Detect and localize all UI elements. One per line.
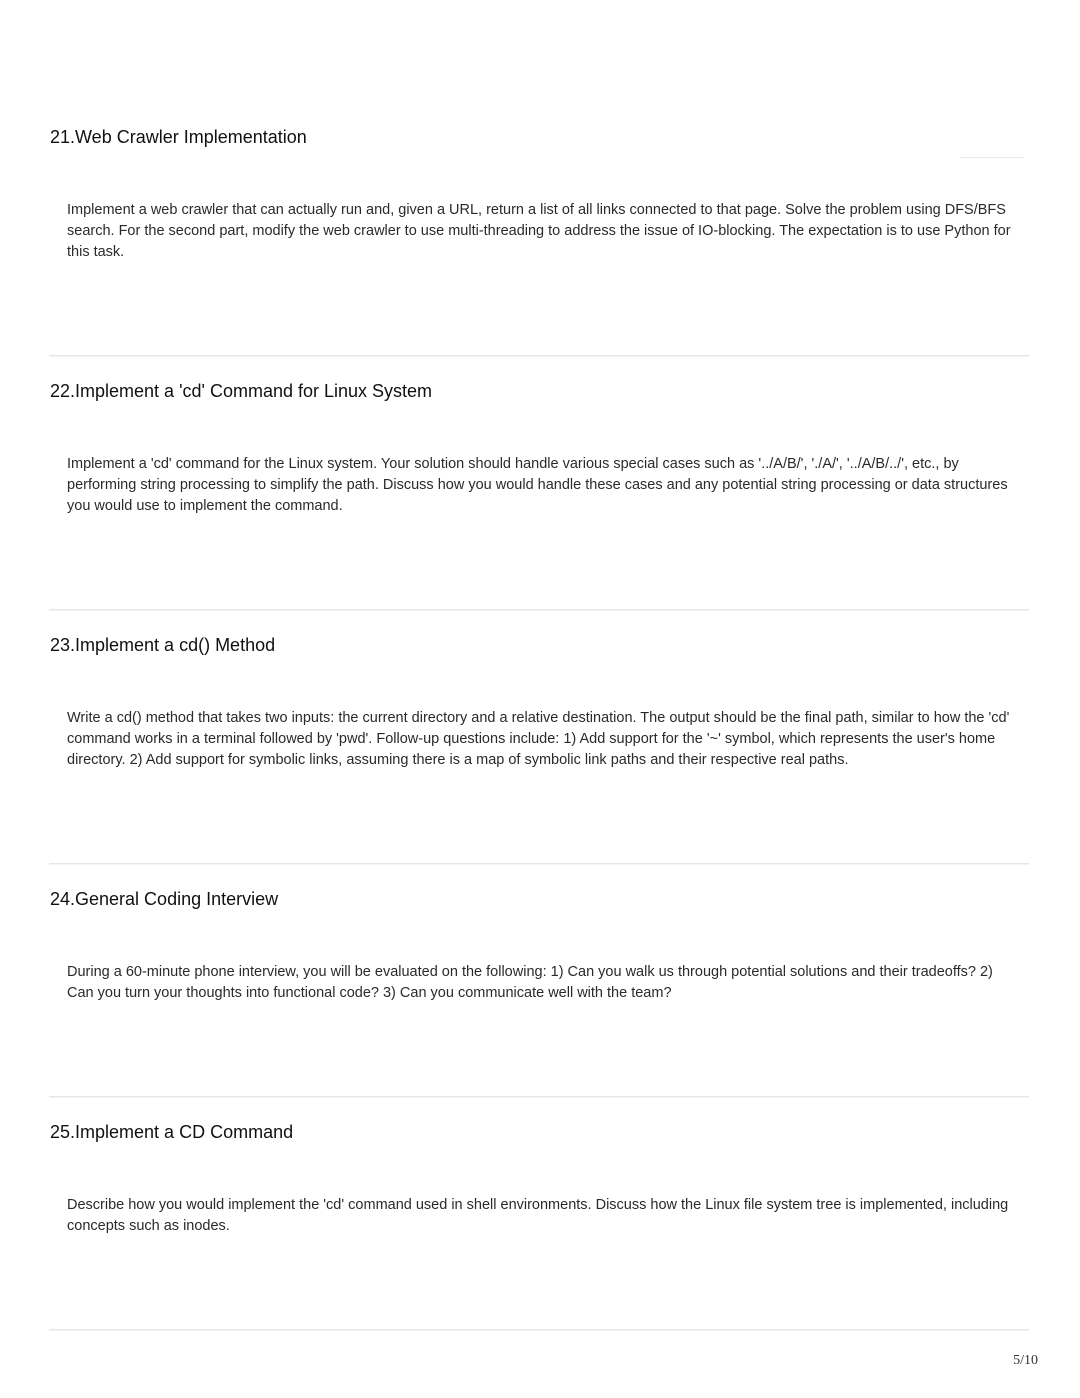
top-rule — [960, 157, 1024, 158]
question-body: During a 60-minute phone interview, you will be evaluated on the following: 1) Can you walk us through potential solutions and their tradeoffs? 2) Can you turn your thoughts into functional code? 3) Can you communicate well with the team? — [67, 964, 993, 1001]
section-divider — [49, 609, 1029, 610]
question-body: Implement a 'cd' command for the Linux system. Your solution should handle various special cases such as '../A/B/', './A/', '../A/B/../', etc., by performing string processing to simplify the path. Discuss how you would handle these cases and any potential string processing or data structures you would use to implement the command. — [67, 456, 1008, 514]
question-title: 25.Implement a CD Command — [50, 1122, 294, 1142]
question-title: 24.General Coding Interview — [50, 889, 279, 909]
page-number: 5/10 — [1013, 1353, 1038, 1368]
question-title: 21.Web Crawler Implementation — [50, 127, 307, 147]
section-divider — [49, 1096, 1029, 1097]
question-body: Write a cd() method that takes two inputs: the current directory and a relative destination. The output should be the final path, similar to how the 'cd' command works in a terminal followed by 'pwd'. Follow-up questions include: 1) Add support for the '~' symbol, which represents the user's home directory. 2) Add support for symbolic links, assuming there is a map of symbolic link paths and their respective real paths. — [67, 710, 1010, 768]
section-divider — [49, 863, 1029, 864]
section-divider — [49, 1329, 1029, 1330]
section-divider — [49, 355, 1029, 356]
question-body: Implement a web crawler that can actually run and, given a URL, return a list of all links connected to that page. Solve the problem using DFS/BFS search. For the second part, modify the web crawler to use multi-threading to address the issue of IO-blocking. The expectation is to use Python for this task. — [67, 202, 1011, 260]
question-title: 22.Implement a 'cd' Command for Linux System — [50, 381, 433, 401]
question-body: Describe how you would implement the 'cd' command used in shell environments. Discuss how the Linux file system tree is implemented, including concepts such as inodes. — [67, 1197, 1009, 1234]
question-title: 23.Implement a cd() Method — [50, 635, 276, 655]
